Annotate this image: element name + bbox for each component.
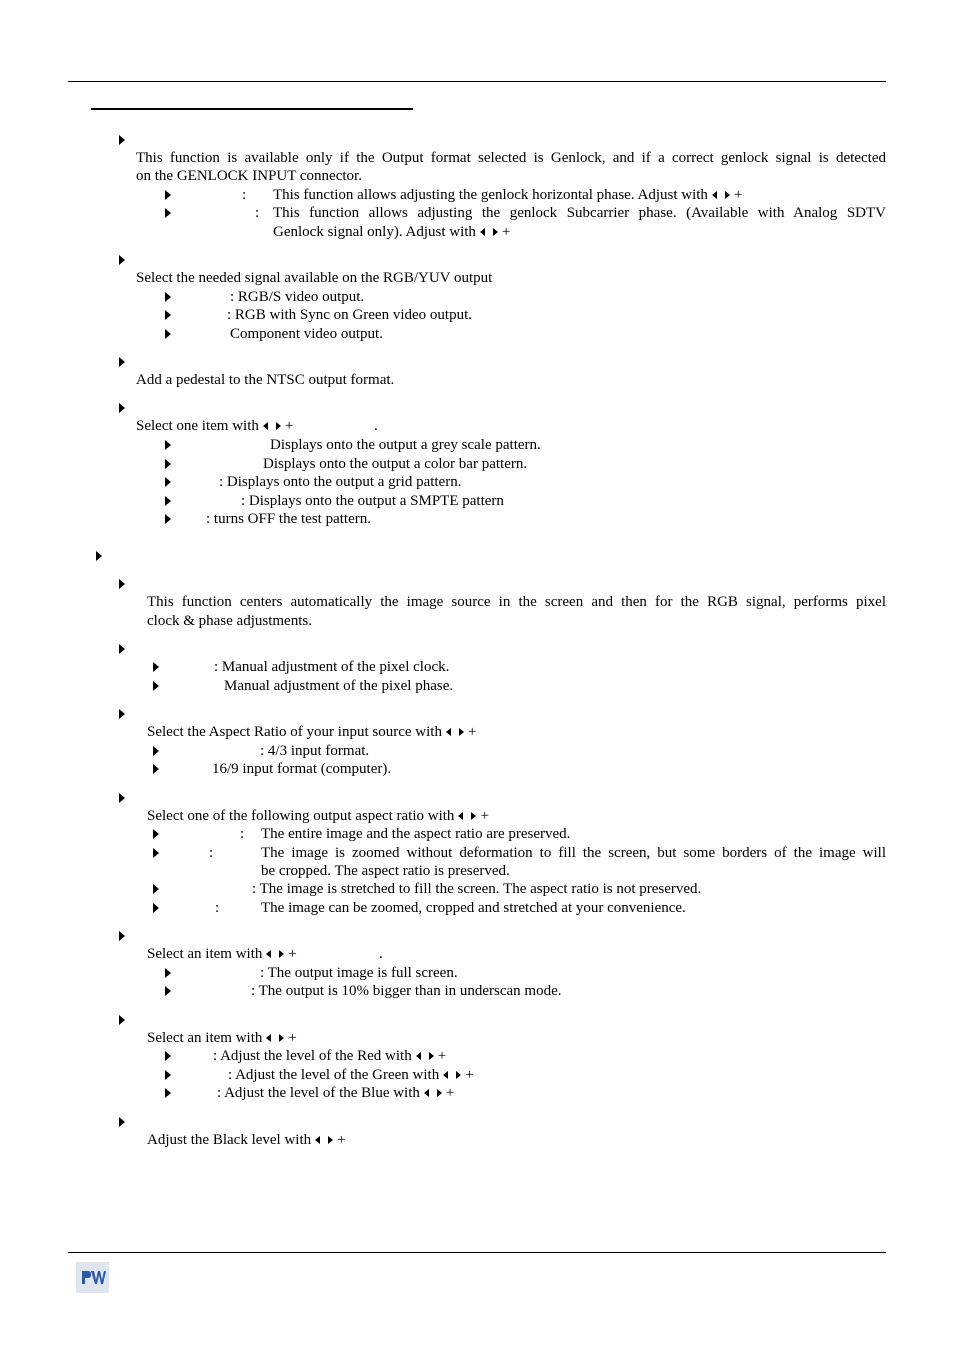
- left-arrow-icon: [480, 228, 485, 236]
- bullet-arrow-icon: [165, 440, 171, 450]
- company-logo-mark: [76, 1262, 109, 1293]
- bullet-arrow-icon: [165, 208, 171, 218]
- manual-item: : Manual adjustment of the pixel clock.: [214, 659, 450, 675]
- color-item-green: [228, 1066, 474, 1084]
- test-pattern-item: : Displays onto the output a SMPTE pattern: [241, 493, 504, 509]
- company-logo: [76, 1262, 109, 1293]
- left-arrow-icon: [416, 1052, 421, 1060]
- scan-intro: [147, 945, 297, 963]
- bullet-arrow-icon: [165, 310, 171, 320]
- bullet-arrow-icon: [165, 986, 171, 996]
- genlock-description-line1: This function is available only if the Output format selected is Genlock, and if a correct genlock signal is detected: [136, 150, 886, 166]
- manual-item: Manual adjustment of the pixel phase.: [224, 678, 454, 694]
- pedestal-text: Add a pedestal to the NTSC output format.: [136, 372, 395, 388]
- bullet-arrow-icon: [119, 1015, 125, 1025]
- bullet-arrow-icon: [119, 135, 125, 145]
- scan-intro-label: Select an item with: [147, 946, 263, 962]
- right-arrow-icon: [437, 1089, 442, 1097]
- output-signal-item: : RGB/S video output.: [230, 289, 365, 305]
- bullet-arrow-icon: [153, 848, 159, 858]
- test-pattern-intro-label: Select one item with: [136, 418, 259, 434]
- bullet-arrow-icon: [153, 829, 159, 839]
- genlock-h-phase-text: [273, 186, 742, 204]
- left-arrow-icon: [266, 950, 271, 958]
- bullet-arrow-icon: [165, 459, 171, 469]
- input-ar-intro-label: Select the Aspect Ratio of your input source with: [147, 724, 442, 740]
- bullet-arrow-icon: [119, 931, 125, 941]
- plus-sign: +: [337, 1132, 346, 1148]
- left-arrow-icon: [263, 422, 268, 430]
- right-arrow-icon: [471, 812, 476, 820]
- plus-sign: +: [437, 1048, 447, 1064]
- scan-item: : The output is 10% bigger than in underscan mode.: [251, 983, 562, 999]
- genlock-description-line2: on the GENLOCK INPUT connector.: [136, 168, 362, 184]
- plus-sign: +: [467, 724, 477, 740]
- genlock-sc-phase-line2: [273, 223, 510, 241]
- left-arrow-icon: [443, 1071, 448, 1079]
- bullet-arrow-icon: [119, 1117, 125, 1127]
- bullet-arrow-icon: [153, 746, 159, 756]
- bullet-arrow-icon: [165, 968, 171, 978]
- right-arrow-icon: [279, 1034, 284, 1042]
- color-intro: [147, 1029, 297, 1047]
- output-ar-intro-label: Select one of the following output aspect ratio with: [147, 808, 455, 824]
- output-signal-intro: Select the needed signal available on the RGB/YUV output: [136, 270, 493, 286]
- bullet-arrow-icon: [165, 1051, 171, 1061]
- output-ar-item2-colon: :: [209, 845, 214, 861]
- color-item-red-label: : Adjust the level of the Red with: [213, 1048, 412, 1064]
- output-ar-item3: : The image is stretched to fill the screen. The aspect ratio is not preserved.: [252, 881, 702, 897]
- right-arrow-icon: [429, 1052, 434, 1060]
- color-item-green-label: : Adjust the level of the Green with: [228, 1067, 440, 1083]
- bullet-arrow-icon: [119, 644, 125, 654]
- output-ar-item1: The entire image and the aspect ratio are preserved.: [261, 826, 571, 842]
- input-ar-item: 16/9 input format (computer).: [212, 761, 392, 777]
- input-ar-item: : 4/3 input format.: [260, 743, 370, 759]
- genlock-h-colon: :: [242, 187, 247, 203]
- plus-sign: +: [284, 418, 294, 434]
- output-ar-item4-colon: :: [215, 900, 220, 916]
- color-item-blue: [217, 1084, 454, 1102]
- left-arrow-icon: [712, 191, 717, 199]
- right-arrow-icon: [456, 1071, 461, 1079]
- bullet-arrow-icon: [165, 496, 171, 506]
- test-pattern-item: Displays onto the output a grey scale pattern.: [270, 437, 541, 453]
- color-intro-label: Select an item with: [147, 1030, 263, 1046]
- bullet-arrow-icon: [119, 255, 125, 265]
- bullet-arrow-icon: [165, 1088, 171, 1098]
- genlock-sc-phase-line1: This function allows adjusting the genlock Subcarrier phase. (Available with Analog SDTV: [273, 205, 886, 221]
- left-arrow-icon: [424, 1089, 429, 1097]
- right-arrow-icon: [276, 422, 281, 430]
- test-pattern-item: : Displays onto the output a grid pattern.: [219, 474, 462, 490]
- input-ar-intro: [147, 723, 476, 741]
- output-ar-item4: The image can be zoomed, cropped and stretched at your convenience.: [261, 900, 686, 916]
- bullet-arrow-icon: [153, 662, 159, 672]
- bullet-arrow-icon: [153, 681, 159, 691]
- bullet-arrow-icon: [119, 403, 125, 413]
- plus-sign: +: [465, 1067, 474, 1083]
- plus-sign: +: [733, 187, 743, 203]
- genlock-sc-colon: :: [255, 205, 260, 221]
- left-arrow-icon: [446, 728, 451, 736]
- color-item-red: [213, 1047, 446, 1065]
- plus-sign: +: [501, 224, 511, 240]
- bullet-arrow-icon: [165, 1070, 171, 1080]
- left-arrow-icon: [458, 812, 463, 820]
- section-arrow-icon: [96, 551, 102, 561]
- plus-sign: +: [480, 808, 489, 824]
- left-arrow-icon: [266, 1034, 271, 1042]
- black-level-text: [147, 1131, 346, 1149]
- right-arrow-icon: [459, 728, 464, 736]
- output-ar-item2-line2: be cropped. The aspect ratio is preserved.: [261, 863, 510, 879]
- left-arrow-icon: [315, 1136, 320, 1144]
- test-pattern-intro-period: .: [374, 418, 378, 434]
- footer-rule: [68, 1252, 886, 1253]
- auto-adjust-line1: This function centers automatically the image source in the screen and then for the RGB signal, performs pixel: [147, 594, 886, 610]
- plus-sign: +: [288, 946, 297, 962]
- bullet-arrow-icon: [165, 477, 171, 487]
- output-signal-item: Component video output.: [230, 326, 383, 342]
- test-pattern-intro: [136, 417, 293, 435]
- bullet-arrow-icon: [119, 357, 125, 367]
- right-arrow-icon: [725, 191, 730, 199]
- right-arrow-icon: [328, 1136, 333, 1144]
- output-ar-intro: [147, 807, 489, 825]
- bullet-arrow-icon: [153, 903, 159, 913]
- header-rule: [68, 81, 886, 82]
- section-title-underline: [91, 108, 413, 110]
- bullet-arrow-icon: [153, 884, 159, 894]
- bullet-arrow-icon: [165, 329, 171, 339]
- scan-intro-period: .: [379, 946, 383, 962]
- output-ar-item1-colon: :: [240, 826, 245, 842]
- bullet-arrow-icon: [119, 793, 125, 803]
- bullet-arrow-icon: [119, 709, 125, 719]
- output-ar-item2-line1: The image is zoomed without deformation to fill the screen, but some borders of the image will: [261, 845, 886, 861]
- plus-sign: +: [288, 1030, 297, 1046]
- black-level-label: Adjust the Black level with: [147, 1132, 312, 1148]
- bullet-arrow-icon: [119, 579, 125, 589]
- bullet-arrow-icon: [165, 190, 171, 200]
- scan-item: : The output image is full screen.: [260, 965, 458, 981]
- bullet-arrow-icon: [165, 292, 171, 302]
- output-signal-item: : RGB with Sync on Green video output.: [227, 307, 472, 323]
- test-pattern-item: Displays onto the output a color bar pattern.: [263, 456, 528, 472]
- color-item-blue-label: : Adjust the level of the Blue with: [217, 1085, 420, 1101]
- right-arrow-icon: [279, 950, 284, 958]
- bullet-arrow-icon: [153, 764, 159, 774]
- test-pattern-item: : turns OFF the test pattern.: [206, 511, 371, 527]
- plus-sign: +: [445, 1085, 455, 1101]
- bullet-arrow-icon: [165, 514, 171, 524]
- right-arrow-icon: [493, 228, 498, 236]
- auto-adjust-line2: clock & phase adjustments.: [147, 613, 312, 629]
- genlock-sc-phase-label: Genlock signal only). Adjust with: [273, 224, 476, 240]
- genlock-h-phase-label: This function allows adjusting the genlock horizontal phase. Adjust with: [273, 187, 708, 203]
